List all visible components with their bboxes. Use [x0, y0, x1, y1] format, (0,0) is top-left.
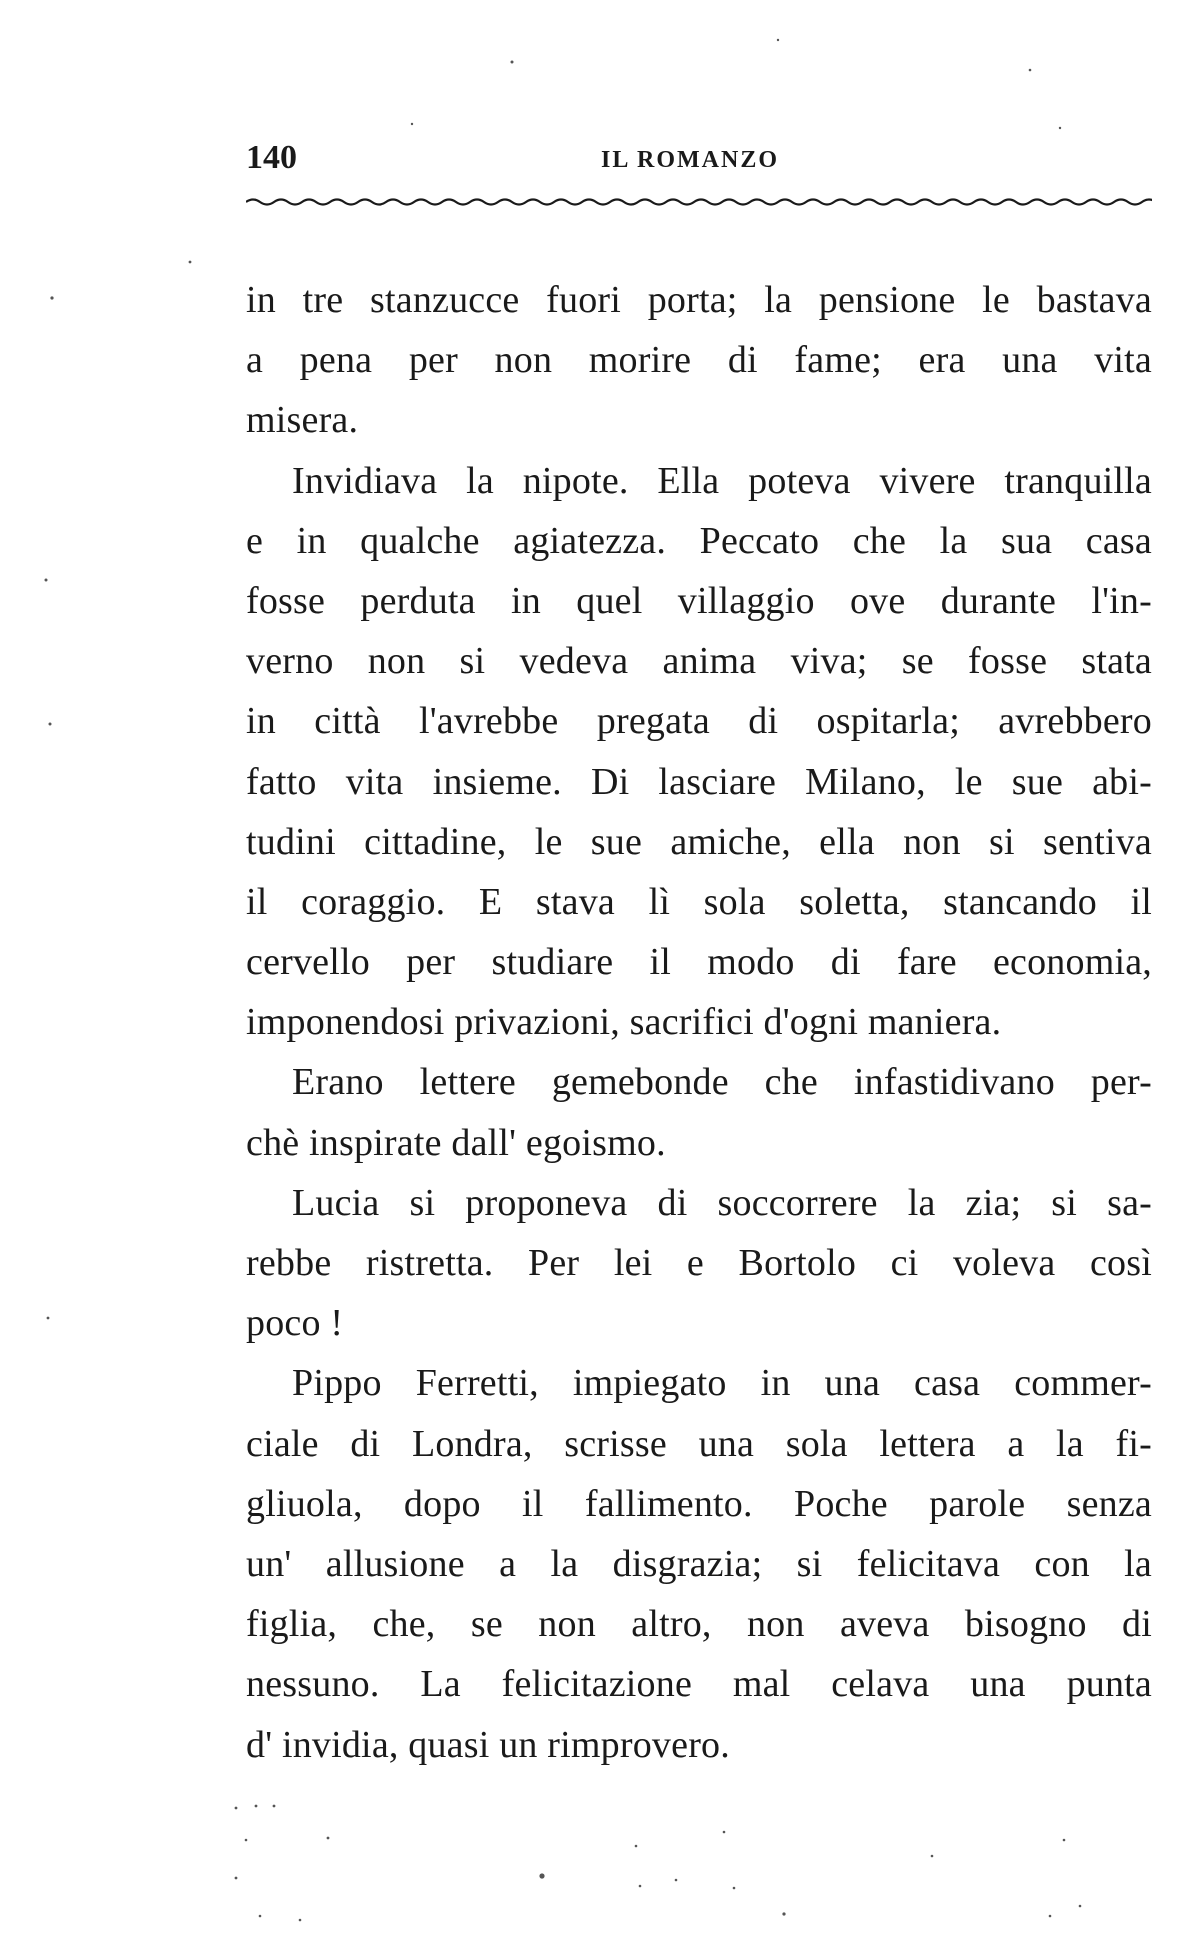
text-line: figlia, che, se non altro, non aveva bisogno di	[246, 1603, 1152, 1646]
text-line: imponendosi privazioni, sacrifici d'ogni maniera.	[246, 1001, 1002, 1044]
text-line: gliuola, dopo il fallimento. Poche parole senza	[246, 1482, 1152, 1525]
page-number: 140	[246, 139, 297, 176]
text-line: un' allusione a la disgrazia; si felicitava con la	[246, 1542, 1152, 1585]
text-line: rebbe ristretta. Per lei e Bortolo ci voleva così	[246, 1242, 1152, 1284]
text-line: Pippo Ferretti, impiegato in una casa commer-	[292, 1362, 1152, 1405]
text-line: il coraggio. E stava lì sola soletta, stancando il	[246, 880, 1152, 923]
text-line: verno non si vedeva anima viva; se fosse stata	[246, 640, 1152, 683]
text-line: tudini cittadine, le sue amiche, ella non si sentiva	[246, 820, 1152, 863]
text-line: cervello per studiare il modo di fare economia,	[246, 941, 1152, 984]
text-line: fosse perduta in quel villaggio ove durante l'in-	[246, 579, 1152, 622]
text-line: e in qualche agiatezza. Peccato che la sua casa	[246, 519, 1152, 562]
text-line: d' invidia, quasi un rimprovero.	[246, 1723, 730, 1766]
text-line: Lucia si proponeva di soccorrere la zia; si sa-	[292, 1181, 1152, 1224]
text-line: in città l'avrebbe pregata di ospitarla; avrebbero	[246, 700, 1152, 743]
text-line: Erano lettere gemebonde che infastidivano per-	[292, 1061, 1152, 1104]
text-line: misera.	[246, 399, 359, 442]
text-line: Invidiava la nipote. Ella poteva vivere tranquilla	[292, 459, 1152, 502]
body-text	[246, 270, 1152, 1775]
text-line: a pena per non morire di fame; era una vita	[246, 339, 1152, 382]
text-line: in tre stanzucce fuori porta; la pensione le bastava	[246, 279, 1152, 321]
text-line: chè inspirate dall' egoismo.	[246, 1121, 666, 1164]
text-line: fatto vita insieme. Di lasciare Milano, le sue abi-	[246, 760, 1152, 803]
page-header	[246, 138, 1152, 178]
text-line: ciale di Londra, scrisse una sola lettera a la fi-	[246, 1422, 1152, 1465]
text-line: nessuno. La felicitazione mal celava una punta	[246, 1663, 1152, 1706]
running-head: IL ROMANZO	[601, 147, 780, 173]
text-line: poco !	[246, 1302, 344, 1345]
header-ornament-rule	[246, 190, 1152, 214]
